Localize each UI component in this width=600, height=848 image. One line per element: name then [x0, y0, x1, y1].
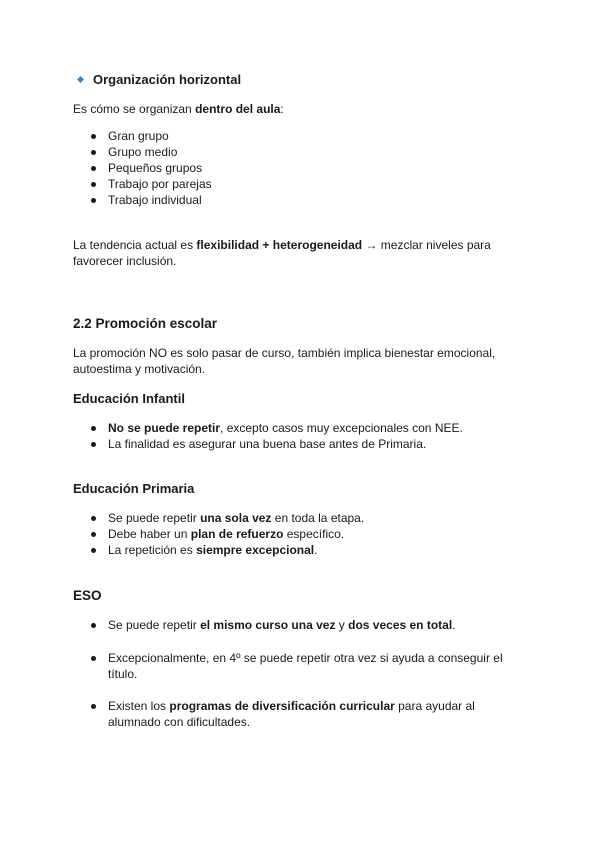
list-item — [108, 698, 528, 730]
eso-item2-line1: Excepcionalmente, en 4º se puede repetir otra vez si ayuda a conseguir el — [108, 651, 503, 665]
primaria-item1-text: Se puede repetir — [108, 511, 201, 525]
promocion-text-line2: autoestima y motivación. — [73, 362, 206, 376]
infantil-item1-text: , excepto casos muy excepcionales con NEE. — [220, 421, 463, 435]
infantil-item1-bold: No se puede repetir — [108, 421, 221, 435]
bullet-dot — [91, 532, 96, 537]
trend-text: La tendencia actual es — [73, 238, 197, 252]
primaria-item2-bold: plan de refuerzo — [190, 527, 284, 541]
eso-item3-text-post: para ayudar al — [394, 699, 475, 713]
eso-item1-bold1: el mismo curso una vez — [200, 618, 336, 632]
primaria-item1-text-post: en toda la etapa. — [271, 511, 365, 525]
intro-bold: dentro del aula — [195, 102, 281, 116]
eso-item3-bold: programas de diversificación curricular — [169, 699, 395, 713]
list-item — [108, 650, 528, 682]
intro-colon: : — [280, 102, 284, 116]
list-item — [108, 510, 364, 526]
bullet-dot — [91, 150, 96, 155]
subsection-title-infantil: Educación Infantil — [73, 391, 185, 406]
list-item: Pequeños grupos — [108, 161, 203, 175]
eso-item3-line2: alumnado con dificultades. — [108, 715, 251, 729]
list-item — [108, 526, 344, 542]
list-item: La finalidad es asegurar una buena base antes de Primaria. — [108, 437, 427, 451]
promocion-text-line1: La promoción NO es solo pasar de curso, también implica bienestar emocional, — [73, 346, 496, 360]
eso-item1-text-post: . — [452, 618, 456, 632]
eso-item1-text: Se puede repetir — [108, 618, 201, 632]
list-item: Trabajo por parejas — [108, 177, 212, 191]
intro-text: Es cómo se organizan — [73, 102, 196, 116]
bullet-dot — [91, 656, 96, 661]
list-item: Trabajo individual — [108, 193, 202, 207]
trend-text-line2: favorecer inclusión. — [73, 254, 177, 268]
bullet-dot — [91, 166, 96, 171]
primaria-item3-text-post: . — [314, 543, 318, 557]
eso-item1-bold2: dos veces en total — [348, 618, 453, 632]
bullet-dot — [91, 623, 96, 628]
bullet-dot — [91, 426, 96, 431]
promocion-paragraph — [73, 345, 533, 377]
bullet-dot — [91, 134, 96, 139]
trend-text-post: → mezclar niveles para — [362, 238, 491, 252]
primaria-item2-text: Debe haber un — [108, 527, 191, 541]
trend-bold: flexibilidad + heterogeneidad — [196, 238, 363, 252]
list-item: Grupo medio — [108, 145, 178, 159]
bullet-dot — [91, 182, 96, 187]
bullet-dot — [91, 704, 96, 709]
list-item — [108, 420, 463, 436]
list-item — [108, 617, 456, 633]
bullet-dot — [91, 548, 96, 553]
primaria-item1-bold: una sola vez — [200, 511, 272, 525]
bullet-dot — [91, 198, 96, 203]
primaria-item2-text-post: específico. — [283, 527, 345, 541]
bullet-dot — [91, 442, 96, 447]
subsection-title-primaria: Educación Primaria — [73, 481, 195, 496]
list-item: Gran grupo — [108, 129, 169, 143]
eso-item1-mid: y — [335, 618, 349, 632]
trend-paragraph — [73, 237, 533, 269]
eso-item3-text: Existen los — [108, 699, 170, 713]
primaria-item3-text: La repetición es — [108, 543, 197, 557]
section-title-promocion: 2.2 Promoción escolar — [73, 316, 218, 331]
diamond-bullet-icon — [77, 76, 84, 83]
list-item — [108, 542, 317, 558]
section-title-organizacion-horizontal: Organización horizontal — [93, 72, 242, 87]
bullet-dot — [91, 516, 96, 521]
subsection-title-eso: ESO — [73, 588, 102, 603]
eso-item2-line2: título. — [108, 667, 138, 681]
primaria-item3-bold: siempre excepcional — [196, 543, 315, 557]
intro-paragraph — [73, 101, 533, 117]
